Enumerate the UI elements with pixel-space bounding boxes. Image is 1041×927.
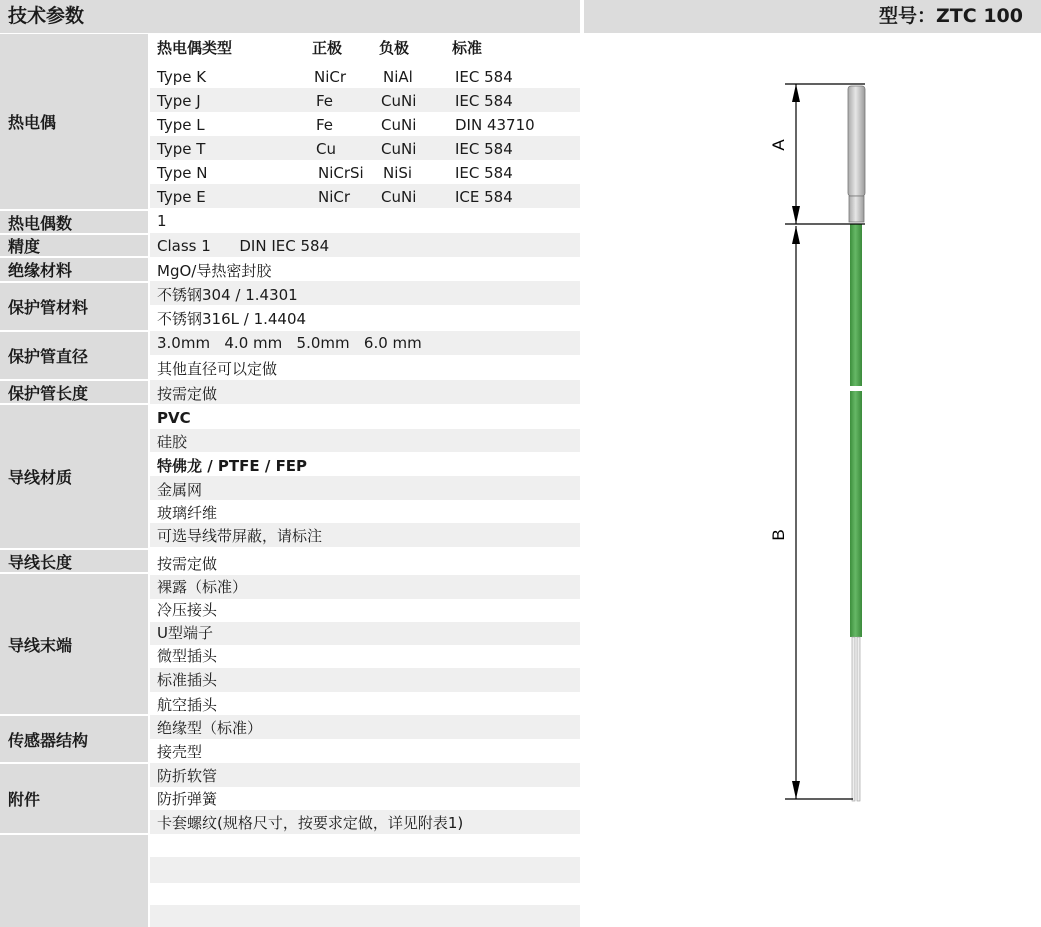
label-sheath-diameter: 保护管直径 bbox=[8, 347, 89, 366]
sheath-material-value: 不锈钢316L / 1.4404 bbox=[157, 310, 307, 328]
wire-material-value: 硅胶 bbox=[157, 433, 188, 451]
wire-end-value: 微型插头 bbox=[157, 647, 218, 665]
thermocouple-negative: NiAl bbox=[383, 68, 413, 86]
thermocouple-standard: ICE 584 bbox=[455, 188, 513, 206]
section-title: 技术参数 bbox=[0, 0, 580, 33]
wire-material-value: 可选导线带屏蔽，请标注 bbox=[157, 527, 323, 545]
sheath-diameter-value: 3.0mm 4.0 mm 5.0mm 6.0 mm bbox=[157, 334, 422, 352]
arrowhead bbox=[792, 84, 800, 102]
arrowhead bbox=[792, 781, 800, 799]
dimension-b-label: B bbox=[769, 529, 788, 541]
label-wire-length: 导线长度 bbox=[8, 552, 73, 572]
label-sheath-material: 保护管材料 bbox=[8, 298, 89, 317]
label-accessories: 附件 bbox=[8, 790, 41, 809]
thermocouple-negative: CuNi bbox=[381, 188, 417, 206]
sheath-material-value: 不锈钢304 / 1.4301 bbox=[157, 286, 298, 304]
column-header-standard: 标准 bbox=[452, 39, 483, 57]
thermocouple-positive: Fe bbox=[316, 92, 334, 110]
wire-material-value: 玻璃纤维 bbox=[157, 504, 218, 522]
wire-material-value: PVC bbox=[157, 409, 191, 427]
model-number: 型号：ZTC 100 bbox=[584, 0, 1041, 33]
thermocouple-standard: IEC 584 bbox=[455, 68, 513, 86]
label-count: 热电偶数 bbox=[8, 213, 73, 233]
thermocouple-type: Type N bbox=[157, 164, 208, 182]
thermocouple-positive: Cu bbox=[316, 140, 336, 158]
accessories-value: 卡套螺纹(规格尺寸，按要求定做，详见附表1) bbox=[157, 814, 464, 832]
sensor-collar bbox=[849, 196, 864, 222]
wire-end-value: 标准插头 bbox=[157, 671, 218, 689]
accessories-value: 防折弹簧 bbox=[157, 790, 218, 808]
thermocouple-positive: NiCr bbox=[314, 68, 347, 86]
dimension-a-label: A bbox=[769, 139, 788, 151]
thermocouple-positive: NiCrSi bbox=[318, 164, 364, 182]
thermocouple-negative: NiSi bbox=[383, 164, 413, 182]
wire-material-value: 金属网 bbox=[157, 481, 203, 499]
thermocouple-type: Type L bbox=[157, 116, 205, 134]
thermocouple-standard: IEC 584 bbox=[455, 140, 513, 158]
sheath-upper bbox=[850, 224, 862, 386]
thermocouple-standard: DIN 43710 bbox=[455, 116, 535, 134]
accuracy-value: Class 1 DIN IEC 584 bbox=[157, 237, 330, 255]
wire-end-value: 航空插头 bbox=[157, 696, 218, 714]
label-accuracy: 精度 bbox=[8, 237, 41, 256]
count-value: 1 bbox=[157, 212, 167, 230]
label-sheath-length: 保护管长度 bbox=[8, 383, 89, 403]
thermocouple-positive: NiCr bbox=[318, 188, 351, 206]
sheath-length-value: 按需定做 bbox=[157, 385, 218, 403]
thermocouple-negative: CuNi bbox=[381, 92, 417, 110]
sheath-lower bbox=[850, 391, 862, 637]
structure-value: 接壳型 bbox=[157, 743, 203, 761]
column-header-negative: 负极 bbox=[379, 39, 410, 57]
wire-end-value: 冷压接头 bbox=[157, 601, 218, 619]
thermocouple-positive: Fe bbox=[316, 116, 334, 134]
lead-wire bbox=[852, 637, 855, 801]
wire-length-value: 按需定做 bbox=[157, 555, 218, 573]
wire-material-value: 特佛龙 / PTFE / FEP bbox=[157, 457, 308, 475]
structure-value: 绝缘型（标准） bbox=[157, 719, 263, 737]
wire-end-value: U型端子 bbox=[157, 624, 213, 642]
column-header-type: 热电偶类型 bbox=[157, 39, 233, 57]
sensor-tube bbox=[848, 86, 865, 196]
thermocouple-standard: IEC 584 bbox=[455, 92, 513, 110]
column-header-positive: 正极 bbox=[312, 39, 343, 57]
thermocouple-type: Type J bbox=[157, 92, 201, 110]
label-structure: 传感器结构 bbox=[8, 730, 89, 750]
thermocouple-negative: CuNi bbox=[381, 116, 417, 134]
sheath-diameter-value: 其他直径可以定做 bbox=[157, 360, 278, 378]
wire-end-value: 裸露（标准） bbox=[157, 578, 248, 596]
thermocouple-type: Type E bbox=[157, 188, 206, 206]
arrowhead bbox=[792, 226, 800, 244]
label-thermocouple: 热电偶 bbox=[8, 113, 57, 132]
thermocouple-type: Type T bbox=[157, 140, 206, 158]
arrowhead bbox=[792, 206, 800, 224]
label-wire-end: 导线末端 bbox=[8, 635, 73, 655]
label-wire-material: 导线材质 bbox=[8, 468, 73, 487]
thermocouple-standard: IEC 584 bbox=[455, 164, 513, 182]
accessories-value: 防折软管 bbox=[157, 767, 218, 785]
lead-wire bbox=[857, 637, 860, 801]
insulation-value: MgO/导热密封胶 bbox=[157, 262, 272, 280]
thermocouple-negative: CuNi bbox=[381, 140, 417, 158]
label-insulation: 绝缘材料 bbox=[8, 261, 73, 280]
thermocouple-type: Type K bbox=[157, 68, 207, 86]
